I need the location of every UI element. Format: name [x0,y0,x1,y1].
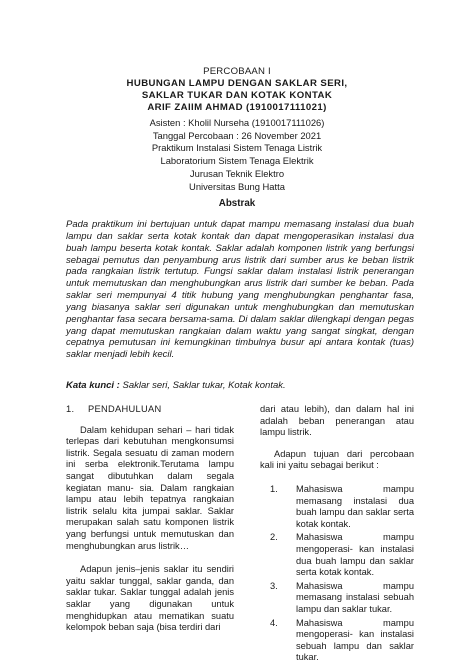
section-number: 1. [66,404,75,414]
abstract-title: Abstrak [218,198,256,209]
department-line: Jurusan Teknik Elektro [189,167,285,179]
title-line-1: HUBUNGAN LAMPU DENGAN SAKLAR SERI, [126,78,348,89]
title-block [60,66,414,114]
list-text: Mahasiswa mampu memasang instalasi dua buah lampu dan saklar serta kotak kontak. [296,483,414,529]
list-text: Mahasiswa mampu mengoperasi- kan instalasi sebuah lampu dan saklar tukar. [296,617,414,663]
title-line-2: SAKLAR TUKAR DAN KOTAK KONTAK [141,90,333,101]
list-number: 3. [270,580,278,591]
date-line: Tanggal Percobaan : 26 November 2021 [152,129,322,141]
lab-line: Laboratorium Sistem Tenaga Elektrik [160,155,314,167]
list-item [260,484,414,530]
right-column [260,404,414,666]
list-item [260,618,414,664]
keywords-label: Kata kunci : [66,380,120,391]
left-column [66,404,234,646]
keywords-list: Saklar seri, Saklar tukar, Kotak kontak. [119,380,286,391]
list-number: 1. [270,483,278,494]
section-heading [66,404,234,416]
continued-paragraph: dari atau lebih), dan dalam hal ini adalah beban penerangan atau lampu listrik. [260,404,414,438]
intro-paragraph-1: Dalam kehidupan sehari – hari tidak terlepas dari kebutuhan mengkonsumsi listrik. Segala sesuatu di zaman modern ini serba elektronik.Terutama lampu sangat dibutuhkan dalam segala kegiatan manu- sia. Dalam rangkaian lampu atau lebih tepatnya rangkaian listrik selalu kita jumpai saklar. Saklar merupakan salah satu komponen listrik yang berfungsi untuk memutuskan dan menghubungkan arus listrik… [66,424,234,551]
assistant-line: Asisten : Kholil Nurseha (1910017111026) [149,117,325,128]
practicum-line: Praktikum Instalasi Sistem Tenaga Listrik [151,142,323,154]
meta-block [60,117,414,193]
abstract-text: Pada praktikum ini bertujuan untuk dapat mampu memasang instalasi dua buah lampu dan saklar serta kotak kontak dan dapat mengoperasikan instalasi dua buah lampu beserta kotak kontak. Saklar adalah komponen listrik yang berfungsi sebagai pemutus dan penyambung arus listrik dari sumber arus ke beban listrik pada rangkaian listrik tertutup. Fungsi saklar dalam instalasi listrik penerangan untuk memutuskan dan menghubungkan arus listrik dari sumber ke beban. Pada saklar seri mempunyai 4 titik hubung yang menghubungkan penghantar fasa, yang biasanya saklar seri digunakan untuk menghubungkan dan memutuskan penghantar fasa secara bersama-sama. Di dalam saklar dilengkapi dengan pegas yang dapat memutuskan rangkaian dalam waktu yang sangat singkat, dengan cepatnya pemutusan ini kemungkinan timbulnya busur api antara kontak (tuas) saklar menjadi lebih kecil. [66,219,414,361]
intro-paragraph-2: Adapun jenis–jenis saklar itu sendiri yaitu saklar tunggal, saklar ganda, dan saklar tukar. Saklar tunggal adalah jenis saklar yang digunakan untuk menghidupkan atau mematikan suatu kelompok beban saja (bisa terdiri dari [66,564,234,633]
experiment-label: PERCOBAAN I [203,66,271,77]
university-line: Universitas Bung Hatta [189,180,285,192]
list-text: Mahasiswa mampu mengoperasi- kan instalasi dua buah lampu dan saklar serta kotak kontak. [296,532,414,578]
keywords-line [66,380,414,391]
list-item [260,581,414,616]
list-number: 4. [270,617,278,628]
section-title: PENDAHULUAN [88,404,162,414]
goals-list [260,484,414,664]
list-number: 2. [270,532,278,543]
author-name: ARIF ZAIIM AHMAD (1910017111021) [147,102,327,113]
list-item [260,532,414,578]
goals-intro-paragraph: Adapun tujuan dari percobaan kali ini yaitu sebagai berikut : [260,448,414,471]
list-text: Mahasiswa mampu memasang instalasi sebuah lampu dan saklar tukar. [296,580,414,614]
